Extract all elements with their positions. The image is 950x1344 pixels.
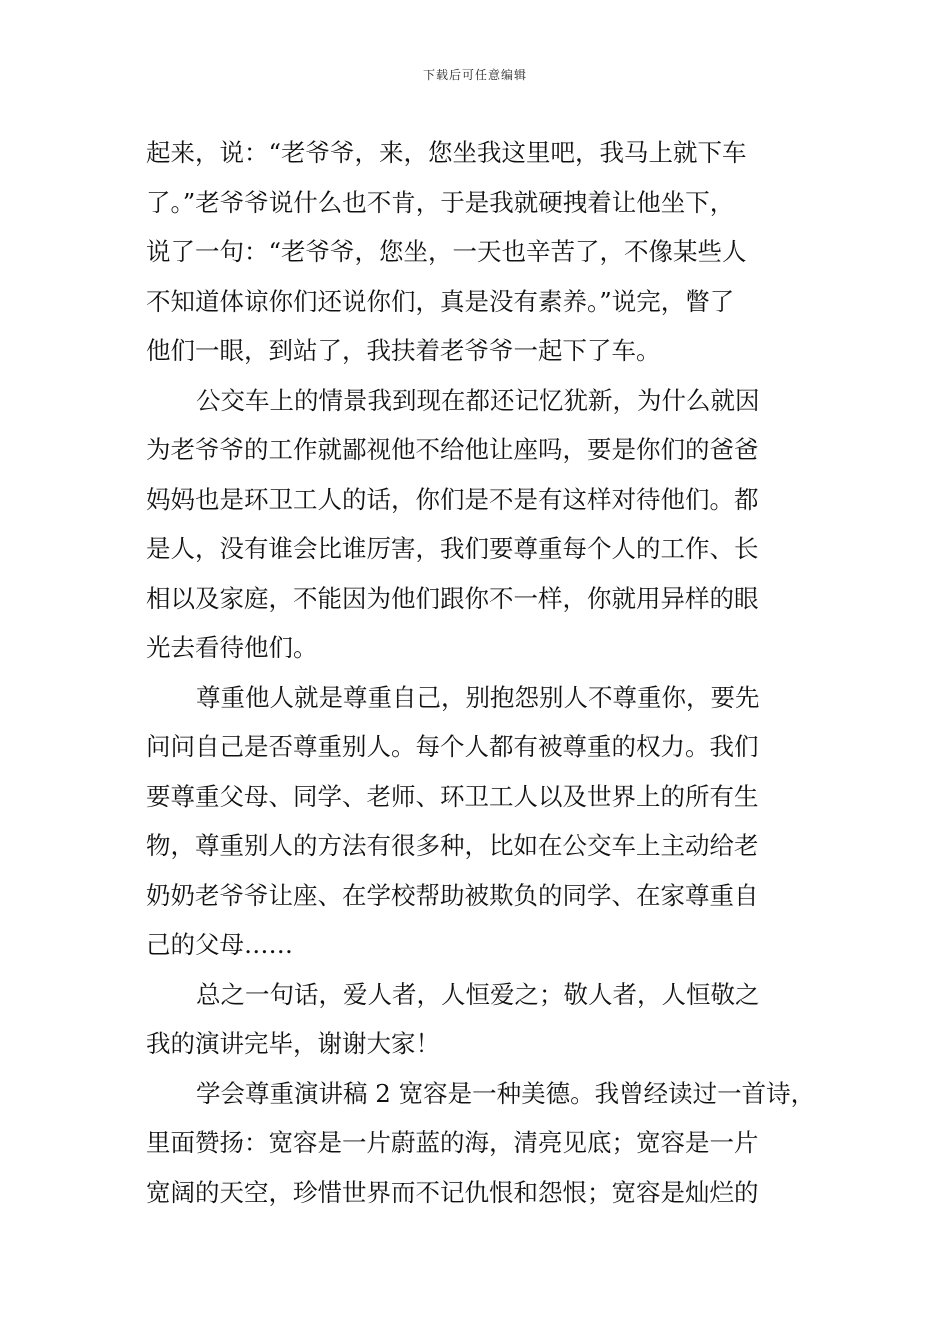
text-line: 起来，说：“老爷爷，来，您坐我这里吧，我马上就下车 [146, 138, 747, 167]
text-line: 己的父母…… [146, 930, 293, 959]
text-line: 说了一句：“老爷爷，您坐，一天也辛苦了，不像某些人 [146, 237, 747, 266]
text-line: 里面赞扬：宽容是一片蔚蓝的海，清亮见底；宽容是一片 [146, 1128, 759, 1157]
text-line: 了。”老爷爷说什么也不肯，于是我就硬拽着让他坐下， [146, 187, 735, 217]
text-line: 为老爷爷的工作就鄙视他不给他让座吗，要是你们的爸爸 [146, 435, 759, 464]
page-header: 下载后可任意编辑 [422, 68, 527, 82]
text-line: 公交车上的情景我到现在都还记忆犹新，为什么就因 [196, 385, 760, 415]
text-line: 他们一眼，到站了，我扶着老爷爷一起下了车。 [146, 336, 661, 365]
text-line: 物，尊重别人的方法有很多种，比如在公交车上主动给老 [146, 831, 759, 860]
text-line: 宽阔的天空，珍惜世界而不记仇恨和怨恨；宽容是灿烂的 [146, 1177, 759, 1207]
text-line: 相以及家庭，不能因为他们跟你不一样，你就用异样的眼 [146, 583, 759, 613]
body-text [146, 128, 816, 1217]
text-line: 要尊重父母、同学、老师、环卫工人以及世界上的所有生 [146, 781, 759, 811]
text-line: 我的演讲完毕，谢谢大家！ [146, 1029, 440, 1058]
text-line: 尊重他人就是尊重自己，别抱怨别人不尊重你，要先 [196, 682, 760, 712]
text-line: 问问自己是否尊重别人。每个人都有被尊重的权力。我们 [146, 732, 759, 761]
text-line: 是人，没有谁会比谁厉害，我们要尊重每个人的工作、长 [146, 534, 759, 563]
text-line: 妈妈也是环卫工人的话，你们是不是有这样对待他们。都 [146, 484, 759, 514]
text-line: 不知道体谅你们还说你们，真是没有素养。”说完，瞥了 [146, 286, 735, 316]
text-line: 光去看待他们。 [146, 633, 318, 662]
text-line: 奶奶老爷爷让座、在学校帮助被欺负的同学、在家尊重自 [146, 880, 759, 910]
text-line: 总之一句话，爱人者，人恒爱之；敬人者，人恒敬之 [196, 979, 760, 1009]
text-line: 学会尊重演讲稿 2 宽容是一种美德。我曾经读过一首诗， [196, 1078, 816, 1108]
